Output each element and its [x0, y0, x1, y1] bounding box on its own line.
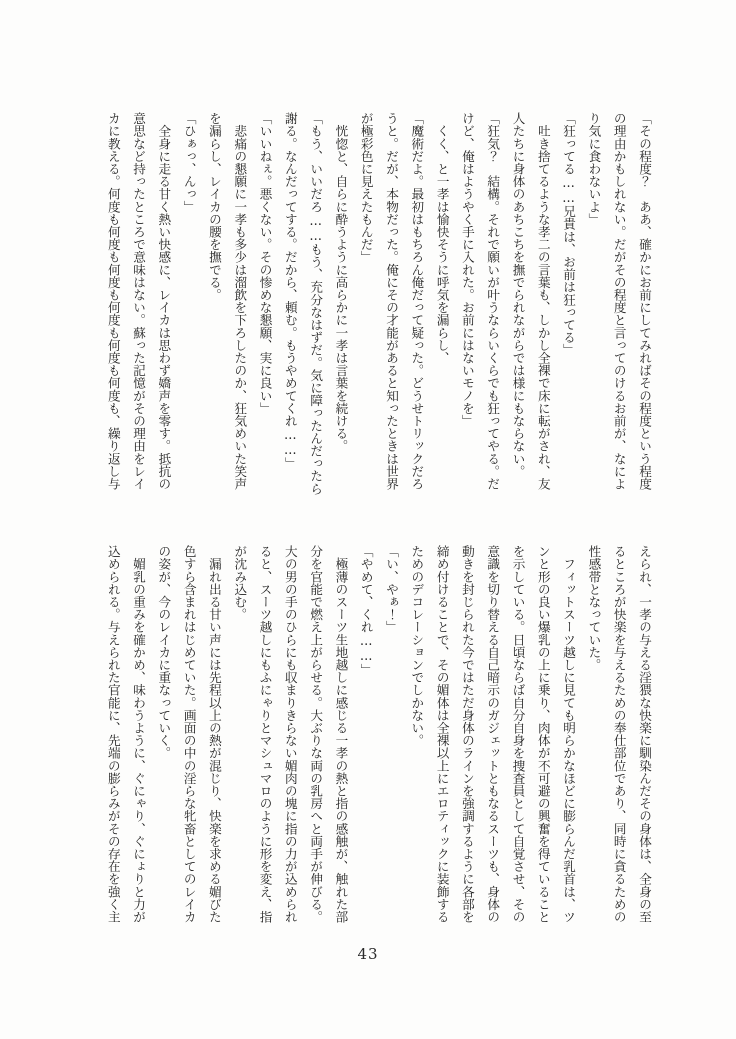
text-column: 性感帯となっていた。 [586, 545, 602, 671]
text-column: 「その程度？ ああ、確かにお前にしてみればその程度という程度 [637, 112, 652, 490]
text-column: の姿が、今のレイカに重なっていく。 [156, 545, 172, 760]
text-column: ると、スーツ越しにもふにゃりとマシュマロのように形を変え、指 [257, 545, 273, 923]
text-column: ためのデコレーションでしかない。 [409, 545, 425, 747]
text-column: を示している。日頃ならば自分自身を捜査員として自覚させ、その [510, 545, 526, 923]
text-column: 恍惚と、自らに酔うように高らかに一孝は言葉を続ける。 [333, 112, 349, 453]
text-column: 「いいねぇ。悪くない。その惨めな懇願、実に良い」 [257, 112, 273, 415]
text-column: り気に食わないよ」 [586, 112, 602, 226]
text-column: えられ、一孝の与える淫猥な快楽に馴染んだその身体は、全身の至 [637, 545, 652, 923]
text-column: を漏らし、レイカの腰を撫でる。 [206, 112, 222, 301]
text-column: 極薄のスーツ生地越しに感じる一孝の熱と指の感触が、触れた部 [333, 545, 349, 923]
text-column: 「魔術だよ。最初はもちろん俺だって疑った。どうせトリックだろ [409, 112, 425, 490]
page-number: 43 [357, 945, 379, 963]
text-column: 意思など持ったところで意味はない。蘇った記憶がその理由をレイ [131, 112, 147, 490]
text-column: くく、と一孝は愉快そうに呼気を漏らし、 [434, 112, 450, 364]
text-column: うと。だが、本物だった。俺にその才能があると知ったときは世界 [384, 112, 400, 490]
text-column: 動きを封じられた今ではただ身体のラインを強調するように各部を [459, 545, 475, 923]
text-column: 全身に走る甘く熱い快感に、レイカは思わず嬌声を零す。抵抗の [156, 112, 172, 490]
text-column: 締め付けることで、その媚体は全裸以上にエロティックに装飾する [434, 545, 450, 923]
text-column: 「ひぁっ、んっ」 [181, 112, 197, 213]
text-column: 漏れ出る甘い声には先程以上の熱が混じり、快楽を求める媚びた [206, 545, 222, 923]
text-column: ンと形の良い爆乳の上に乗り、肉体が不可避の興奮を得ていること [535, 545, 551, 923]
text-column: 「い、やぁ！」 [384, 545, 400, 634]
text-column: 吐き捨てるような孝二の言葉も、しかし全裸で床に転がされ、友 [535, 112, 551, 490]
text-column: 込められる。与えられた官能に、先端の膨らみがその存在を強く主 [105, 545, 121, 923]
upper-text-block [100, 112, 657, 494]
text-column: の理由かもしれない。だがその程度と言ってのけるお前が、なによ [611, 112, 627, 490]
text-column: カに教える。何度も何度も何度も何度も何度も何度も、繰り返し与 [105, 112, 121, 490]
text-column: 悲痛の懇願に一孝も多少は溜飲を下ろしたのか、狂気めいた笑声 [232, 112, 248, 490]
text-column: フィットスーツ越しに見ても明らかなほどに膨らんだ乳首は、ツ [561, 545, 577, 923]
text-column: 分を官能で燃え上がらせる。大ぶりな両の乳房へと両手が伸びる。 [308, 545, 324, 923]
text-column: 大の男の手のひらにも収まりきらない媚肉の塊に指の力が込められ [282, 545, 298, 923]
lower-text-block [100, 545, 657, 927]
text-column: るところが快楽を与えるための奉仕部位であり、同時に貪るための [611, 545, 627, 923]
text-column: が沈み込む。 [232, 545, 248, 621]
text-column: 意識を切り替える自己暗示のガジェットともなるスーツも、身体の [485, 545, 501, 923]
text-column: 色すら含まれはじめていた。画面の中の淫らな牝畜としてのレイカ [181, 545, 197, 923]
text-column: 人たちに身体のあちこちを撫でられながらでは様にもならない。 [510, 112, 526, 478]
text-column: 「もう、いいだろ……もう、充分なはずだ。気に障ったんだったら [308, 112, 324, 495]
text-column: 「狂気？ 結構。それで願いが叶うならいくらでも狂ってやる。だ [485, 112, 501, 490]
text-column: 謝る。なんだってする。だから、頼む。もうやめてくれ……」 [282, 112, 298, 470]
text-column: が極彩色に見えたもんだ」 [358, 112, 374, 264]
text-column: けど、俺はようやく手に入れた。お前にはないモノを」 [459, 112, 475, 427]
text-column: 「狂ってる……兄貴は、お前は狂ってる」 [561, 112, 577, 357]
text-column: 媚乳の重みを確かめ、味わうように、ぐにゃり、ぐにょりと力が [131, 545, 147, 923]
text-column: 「やめて、くれ……」 [358, 545, 374, 676]
